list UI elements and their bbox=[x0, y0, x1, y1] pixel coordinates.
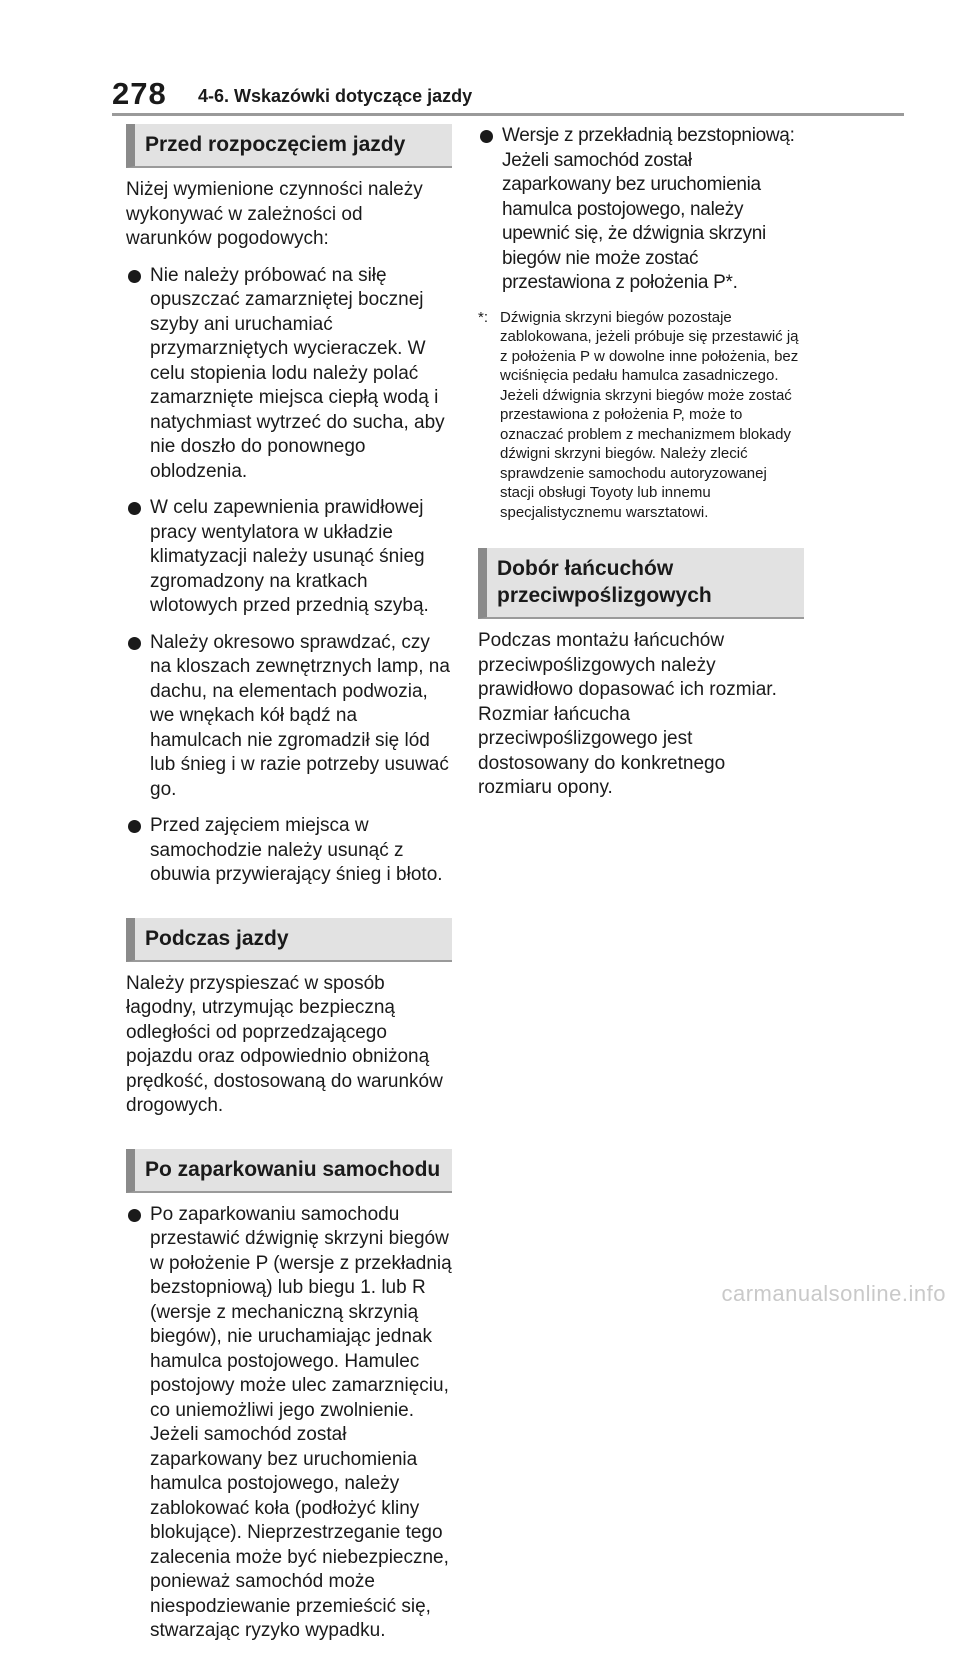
list-item bbox=[126, 496, 452, 619]
bullet-icon bbox=[128, 502, 141, 515]
list-item bbox=[126, 631, 452, 803]
bullet-text: Przed zajęciem miejsca w samochodzie należy usunąć z obuwia przywierający śnieg i błoto. bbox=[150, 815, 443, 885]
page-number: 278 bbox=[112, 76, 167, 111]
right-column bbox=[478, 124, 804, 813]
snow-chains-text-1: Podczas montażu łańcuchów przeciwpoślizgowych należy prawidłowo dopasować ich rozmiar. bbox=[478, 630, 777, 700]
bullet-icon bbox=[128, 1209, 141, 1222]
bullet-icon bbox=[128, 637, 141, 650]
section-heading-after-parking: Po zaparkowaniu samochodu bbox=[126, 1149, 452, 1193]
bullet-icon bbox=[128, 820, 141, 833]
bullet-text: Po zaparkowaniu samochodu przestawić dźwignię skrzyni biegów w położenie P (wersje z przekładnią bezstopniową) lub biegu 1. lub R (wersje z mechaniczną skrzynią biegów), nie uruchamiając jednak hamulca postojowego. Hamulec postojowy może ulec zamarznięciu, co uniemożliwi jego zwolnienie. Jeżeli samochód został zaparkowany bez uruchomienia hamulca postojowego, należy zablokować koła (podłożyć kliny blokujące). Nieprzestrzeganie tego zalecenia może być niebezpieczne, ponieważ samochód może niespodziewanie przemieścić się, stwarzając ryzyko wypadku. bbox=[150, 1203, 452, 1641]
bullet-icon bbox=[480, 130, 493, 143]
bullet-text: W celu zapewnienia prawidłowej pracy wentylatora w układzie klimatyzacji należy usunąć śnieg zgromadzony na kratkach wlotowych przed przednią szybą. bbox=[150, 497, 429, 616]
section-heading-before-driving: Przed rozpoczęciem jazdy bbox=[126, 124, 452, 168]
list-item bbox=[126, 264, 452, 485]
bullet-text: Nie należy próbować na siłę opuszczać zamarzniętej bocznej szyby ani uruchamiać przymarzniętych wycieraczek. W celu stopienia lodu należy polać zamarznięte miejsca ciepłą wodą i natychmiast wytrzeć do sucha, aby nie doszło do ponownego oblodzenia. bbox=[150, 264, 445, 482]
header-rule bbox=[112, 113, 904, 116]
snow-chains-text-2: Rozmiar łańcucha przeciwpoślizgowego jest dostosowany do konkretnego rozmiaru opony. bbox=[478, 703, 726, 798]
section-heading-while-driving: Podczas jazdy bbox=[126, 918, 452, 962]
list-item bbox=[478, 124, 804, 296]
footnote bbox=[478, 308, 804, 523]
before-driving-intro: Niżej wymienione czynności należy wykonywać w zależności od warunków pogodowych: bbox=[126, 179, 423, 249]
watermark: carmanualsonline.info bbox=[721, 1281, 946, 1306]
left-column bbox=[126, 124, 452, 1656]
bullet-text: Należy okresowo sprawdzać, czy na kloszach zewnętrznych lamp, na dachu, na elementach podwozia, we wnękach kół bądź na hamulcach nie zgromadził się lód lub śnieg i w razie potrzeby usuwać go. bbox=[150, 631, 450, 800]
footnote-text: Dźwignia skrzyni biegów pozostaje zablokowana, jeżeli próbuje się przestawić ją z położenia P w dowolne inne położenia, bez wciśnięcia pedału hamulca zasadniczego. Jeżeli dźwignia skrzyni biegów może zostać przestawiona z położenia P, może to oznaczać problem z mechanizmem blokady dźwigni skrzyni biegów. Należy zlecić sprawdzenie samochodu autoryzowanej stacji obsługi Toyoty lub innemu specjalistycznemu warsztatowi. bbox=[500, 308, 799, 521]
list-item bbox=[126, 1203, 452, 1644]
footnote-mark: *: bbox=[478, 308, 489, 326]
bullet-icon bbox=[128, 270, 141, 283]
chapter-title: 4-6. Wskazówki dotyczące jazdy bbox=[198, 86, 473, 106]
section-heading-snow-chains: Dobór łańcuchów przeciwpoślizgowych bbox=[478, 548, 804, 619]
list-item bbox=[126, 814, 452, 888]
while-driving-text: Należy przyspieszać w sposób łagodny, utrzymując bezpieczną odległości od poprzedzającego pojazdu oraz odpowiednio obniżoną prędkość, dostosowaną do warunków drogowych. bbox=[126, 972, 443, 1116]
bullet-text: Wersje z przekładnią bezstopniową: Jeżeli samochód został zaparkowany bez uruchomienia hamulca postojowego, należy upewnić się, że dźwignia skrzyni biegów nie może zostać przestawiona z położenia P*. bbox=[502, 125, 795, 293]
